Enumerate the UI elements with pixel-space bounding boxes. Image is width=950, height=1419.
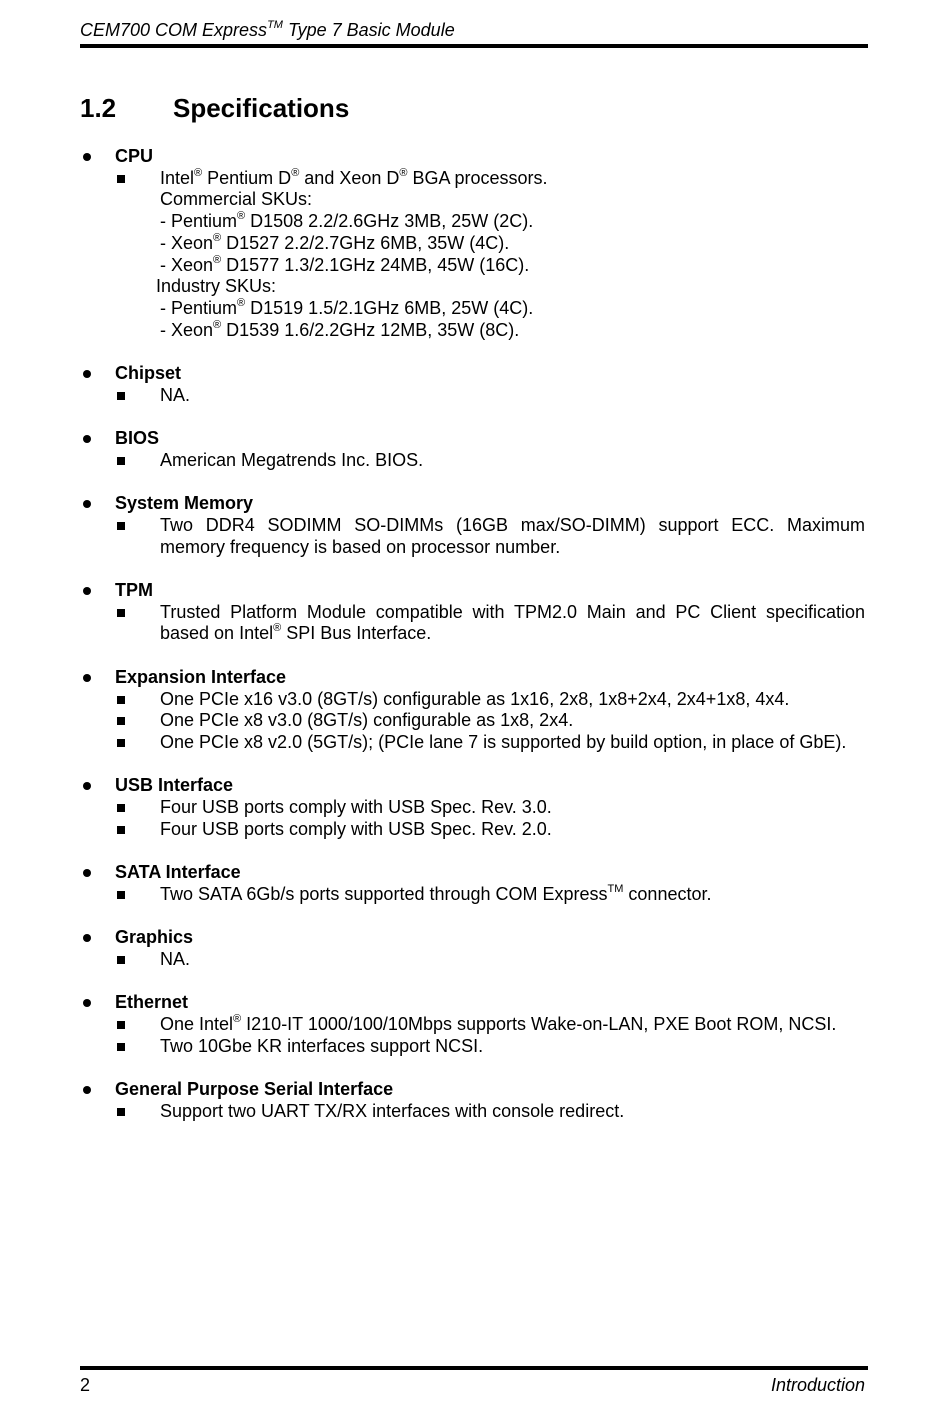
spec-item-sata: Two SATA 6Gb/s ports supported through COM Express™ connector. [80,884,865,906]
bullet-dot-icon [83,782,91,790]
spec-group-bios [80,428,865,471]
bullet-dot-icon [83,934,91,942]
spec-title-bios: BIOS [80,428,865,450]
bullet-dot-icon [83,1086,91,1094]
square-bullet-icon [117,609,125,617]
square-bullet-icon [117,717,125,725]
bullet-dot-icon [83,674,91,682]
spec-title-tpm: TPM [80,580,865,602]
page-number: 2 [80,1375,91,1395]
spec-list [80,146,865,1144]
spec-group-graphics [80,927,865,970]
spec-item-usb: Four USB ports comply with USB Spec. Rev. 3.0. [80,797,865,819]
square-bullet-icon [117,522,125,530]
spec-group-memory [80,493,865,558]
spec-item-graphics: NA. [80,949,865,971]
spec-title-usb: USB Interface [80,775,865,797]
square-bullet-icon [117,739,125,747]
spec-item-memory: Two DDR4 SODIMM SO-DIMMs (16GB max/SO-DIMM) support ECC. Maximum memory frequency is based on processor number. [80,515,865,558]
spec-group-cpu [80,146,865,341]
spec-item-cpu [80,168,865,342]
header-title-prefix: CEM700 COM Express [80,20,268,40]
square-bullet-icon [117,457,125,465]
cpu-sku-line: - Pentium® D1508 2.2/2.6GHz 3MB, 25W (2C). [160,210,534,232]
spec-item-usb: Four USB ports comply with USB Spec. Rev. 2.0. [80,819,865,841]
spec-item-chipset: NA. [80,385,865,407]
running-header [80,20,868,41]
spec-title-expansion: Expansion Interface [80,667,865,689]
square-bullet-icon [117,891,125,899]
cpu-processors-line: Intel® Pentium D® and Xeon D® BGA processors. [160,166,548,188]
footer-rule [80,1366,868,1370]
cpu-industry-label: Industry SKUs: [156,276,277,297]
spec-item-bios: American Megatrends Inc. BIOS. [80,450,865,472]
section-number: 1.2 [80,93,117,123]
spec-group-sata [80,862,865,905]
spec-item-ethernet: One Intel® I210-IT 1000/100/10Mbps supports Wake-on-LAN, PXE Boot ROM, NCSI. [80,1014,865,1036]
cpu-sku-line: - Xeon® D1539 1.6/2.2GHz 12MB, 35W (8C). [160,318,520,340]
spec-item-ethernet: Two 10Gbe KR interfaces support NCSI. [80,1036,865,1058]
square-bullet-icon [117,392,125,400]
spec-title-graphics: Graphics [80,927,865,949]
square-bullet-icon [117,1043,125,1051]
square-bullet-icon [117,1021,125,1029]
chapter-name: Introduction [770,1375,865,1395]
cpu-commercial-label: Commercial SKUs: [160,189,313,210]
bullet-dot-icon [83,370,91,378]
spec-item-serial: Support two UART TX/RX interfaces with console redirect. [80,1101,865,1123]
spec-title-chipset: Chipset [80,363,865,385]
spec-group-tpm [80,580,865,645]
section-heading [80,93,349,124]
section-title: Specifications [173,93,350,123]
spec-item-expansion: One PCIe x8 v2.0 (5GT/s); (PCIe lane 7 is supported by build option, in place of GbE). [80,732,865,754]
square-bullet-icon [117,696,125,704]
cpu-sku-line: - Xeon® D1527 2.2/2.7GHz 6MB, 35W (4C). [160,231,510,253]
bullet-dot-icon [83,153,91,161]
spec-title-serial: General Purpose Serial Interface [80,1079,865,1101]
spec-title-cpu: CPU [80,146,865,168]
spec-item-expansion: One PCIe x16 v3.0 (8GT/s) configurable as 1x16, 2x8, 1x8+2x4, 2x4+1x8, 4x4. [80,689,865,711]
header-trademark: TM [267,19,283,31]
spec-group-chipset [80,363,865,406]
bullet-dot-icon [83,869,91,877]
bullet-dot-icon [83,587,91,595]
spec-group-serial [80,1079,865,1122]
square-bullet-icon [117,175,125,183]
bullet-dot-icon [83,999,91,1007]
spec-title-sata: SATA Interface [80,862,865,884]
cpu-sku-line: - Pentium® D1519 1.5/2.1GHz 6MB, 25W (4C). [160,296,534,318]
spec-group-ethernet [80,992,865,1057]
square-bullet-icon [117,1108,125,1116]
header-rule [80,44,868,48]
spec-title-memory: System Memory [80,493,865,515]
spec-group-usb [80,775,865,840]
header-title-suffix: Type 7 Basic Module [282,20,455,40]
cpu-sku-line: - Xeon® D1577 1.3/2.1GHz 24MB, 45W (16C). [160,253,530,275]
spec-title-ethernet: Ethernet [80,992,865,1014]
spec-item-tpm: Trusted Platform Module compatible with TPM2.0 Main and PC Client specification based on Intel® SPI Bus Interface. [80,602,865,645]
spec-group-expansion [80,667,865,754]
square-bullet-icon [117,804,125,812]
bullet-dot-icon [83,500,91,508]
spec-item-expansion: One PCIe x8 v3.0 (8GT/s) configurable as 1x8, 2x4. [80,710,865,732]
bullet-dot-icon [83,435,91,443]
square-bullet-icon [117,956,125,964]
square-bullet-icon [117,826,125,834]
